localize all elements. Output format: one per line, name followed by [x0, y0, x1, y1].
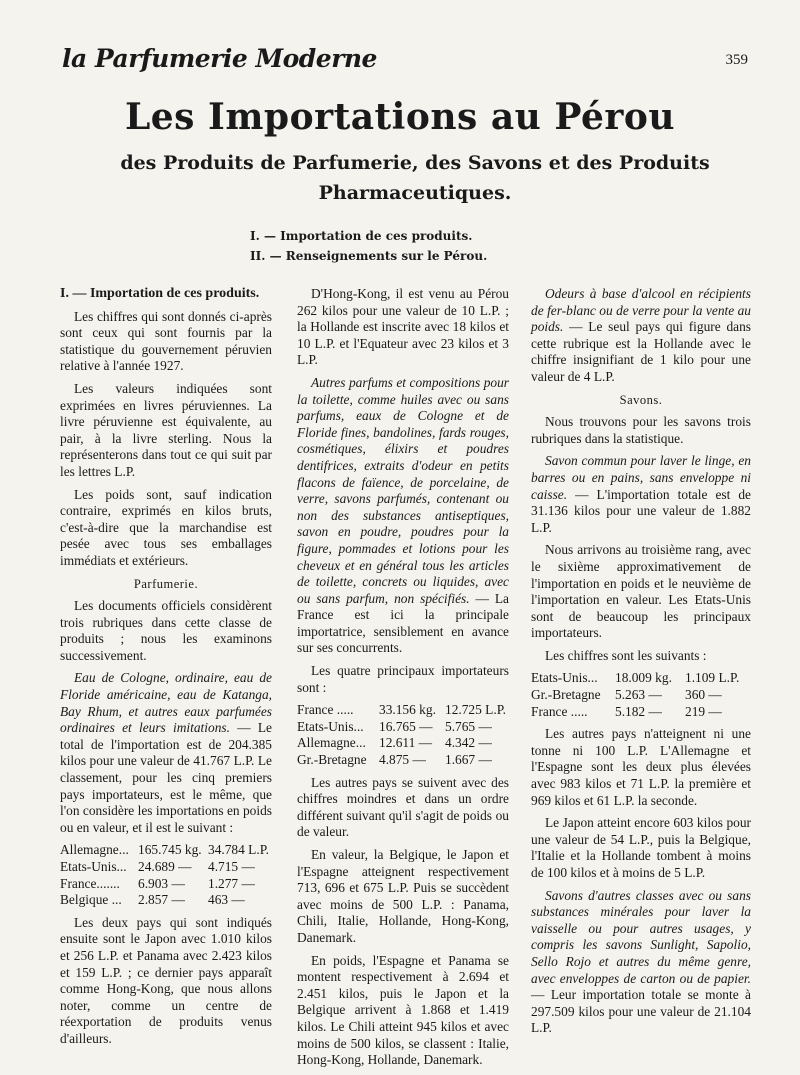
table-row [531, 704, 751, 721]
value-cell: 1.667 — [445, 752, 492, 768]
paragraph: Nous arrivons au troisième rang, avec le sixième approximativement de l'importation en poids et le neuvième de l'importation en valeur. Les Etats-Unis sont de beaucoup les principaux importateurs. [531, 542, 751, 641]
value-cell: 219 — [685, 703, 722, 719]
weight-cell: 33.156 kg. [379, 702, 436, 718]
paragraph [531, 453, 751, 536]
rubric-text: — Leur importation totale se monte à 297.509 kilos pour une valeur de 21.104 L.P. [531, 987, 751, 1036]
page-number: 359 [725, 52, 748, 68]
paragraph [297, 375, 509, 657]
value-cell: 4.715 — [208, 859, 255, 874]
paragraph: Nous trouvons pour les savons trois rubriques dans la statistique. [531, 414, 751, 446]
paragraph: Les chiffres sont les suivants : [545, 647, 707, 663]
value-cell: 1.109 L.P. [685, 670, 740, 686]
table-row [60, 859, 272, 876]
value-cell: 5.765 — [445, 718, 492, 734]
paragraph: Les autres pays se suivent avec des chiffres moindres et dans un ordre différent suivant qu'il s'agit de poids ou de valeur. [297, 774, 509, 840]
rubric-italic: Odeurs à base d'alcool en récipients de fer-blanc ou de verre pour la vente au poids. [531, 286, 751, 335]
rubric-italic: Eau de Cologne, ordinaire, eau de Floride américaine, eau de Katanga, Bay Rhum, et autres eaux parfumées ordinaires et leurs imitations. [60, 670, 272, 736]
rubric-italic: Savons d'autres classes avec ou sans substances minérales pour laver la vaisselle ou pour autres usages, y compris les savons Sunlight, Sapolio, Sello Rojo et autres du même genre, avec enveloppes de carton ou de papier. [531, 887, 751, 986]
country-cell: France ..... [531, 703, 588, 719]
figures-table [297, 702, 509, 768]
rubric-text: — Le seul pays qui figure dans cette rubrique est la Hollande avec le chiffre insignifiant de 1 kilo pour une valeur de 4 L.P. [531, 319, 751, 384]
paragraph: Les poids sont, sauf indication contraire, exprimés en kilos bruts, c'est-à-dire que la marchandise est pesée avec tous ses emballages immédiats et extérieurs. [60, 486, 272, 568]
table-row [60, 892, 272, 909]
paragraph [60, 670, 272, 836]
country-cell: Etats-Unis... [531, 670, 598, 686]
weight-cell: 6.903 — [138, 875, 185, 891]
table-row [60, 876, 272, 893]
table-row [297, 752, 509, 769]
weight-cell: 2.857 — [138, 892, 185, 908]
paragraph [531, 286, 751, 386]
paragraph: Les deux pays qui sont indiqués ensuite sont le Japon avec 1.010 kilos et 256 L.P. et Panama avec 2.423 kilos et 159 L.P. ; ce dernier pays apparaît comme Hong-Kong, que nous allons noter, comme un centre de réexportation de produits venus d'ailleurs. [60, 914, 272, 1046]
table-row [531, 670, 751, 687]
paragraph: D'Hong-Kong, il est venu au Pérou 262 kilos pour une valeur de 10 L.P. ; la Hollande est inscrite avec 18 kilos et 10 L.P. et l'Equateur avec 23 kilos et 3 L.P. [297, 286, 509, 368]
country-cell: Belgique ... [60, 892, 122, 908]
rubric-text: — Le total de l'importation est de 204.385 kilos pour une valeur de 41.767 L.P. Le classement, pour les cinq premiers pays importateurs, est le même, que l'on considère les importations en poids ou en valeur, et il est le suivant : [60, 720, 272, 835]
weight-cell: 165.745 kg. [138, 842, 202, 858]
country-cell: Gr.-Bretagne [297, 752, 367, 768]
paragraph: En valeur, la Belgique, le Japon et l'Espagne atteignent respectivement 713, 696 et 675 L.P. Puis se succèdent avec moins de 500 L.P. : Panama, Chili, Italie, Hollande, Hong-Kong, Danemark. [297, 847, 509, 945]
paragraph: Les valeurs indiquées sont exprimées en livres péruviennes. La livre péruvienne est équivalente, au pair, à la livre sterling. Nous la représenterons dans tout ce qui suit par les lettres L.P. [60, 380, 272, 479]
country-cell: France....... [60, 875, 120, 891]
table-row [60, 842, 272, 859]
figures-table [531, 670, 751, 720]
paragraph: Les chiffres qui sont donnés ci-après sont ceux qui sont fournis par la statistique du gouvernement péruvien relative à l'année 1927. [60, 308, 272, 374]
country-cell: Etats-Unis... [297, 718, 364, 734]
rubric-text: — La France est ici la principale importatrice, sensiblement en avance sur ses concurrents. [297, 590, 509, 656]
value-cell: 12.725 L.P. [445, 702, 507, 718]
table-row [297, 735, 509, 752]
paragraph: Le Japon atteint encore 603 kilos pour une valeur de 54 L.P., puis la Belgique, l'Italie et la Hollande tombent à moins de 100 kilos et à moins de 5 L.P. [531, 815, 751, 880]
country-cell: Gr.-Bretagne [531, 687, 601, 703]
weight-cell: 12.611 — [379, 735, 433, 751]
table-row [297, 719, 509, 736]
article-title: Les Importations au Pérou [124, 96, 676, 138]
section-heading: I. — Importation de ces produits. [60, 286, 260, 301]
paragraph: Les documents officiels considèrent trois rubriques dans cette classe de produits ; nous les examinons successivement. [60, 598, 272, 663]
paragraph: Les quatre principaux importateurs sont : [297, 663, 509, 695]
article-subtitle: des Produits de Parfumerie, des Savons et des Produits Pharmaceutiques. [120, 152, 710, 204]
subsection-heading: Savons. [619, 392, 663, 407]
column-3 [531, 286, 751, 1043]
masthead-logo: la Parfumerie Moderne [62, 44, 377, 73]
country-cell: Allemagne... [60, 842, 129, 858]
value-cell: 360 — [685, 687, 722, 703]
toc-item: II. — Renseignements sur le Pérou. [250, 249, 488, 263]
column-1 [60, 286, 272, 1054]
weight-cell: 18.009 kg. [615, 670, 672, 686]
country-cell: Etats-Unis... [60, 859, 127, 874]
figures-table [60, 842, 272, 908]
column-2 [297, 286, 509, 1075]
country-cell: Allemagne... [297, 735, 366, 751]
toc-item: I. — Importation de ces produits. [250, 229, 473, 243]
paragraph: Les autres pays n'atteignent ni une tonne ni 100 L.P. L'Allemagne et l'Espagne sont les deux plus élevées avec 983 kilos et 71 L.P. la première et 969 kilos et 61 L.P. la seconde. [531, 726, 751, 808]
table-row [531, 687, 751, 704]
subsection-heading: Parfumerie. [133, 576, 199, 591]
paragraph [531, 888, 751, 1037]
weight-cell: 16.765 — [379, 718, 433, 734]
rubric-text: — L'importation totale est de 31.136 kilos pour une valeur de 1.882 L.P. [531, 486, 751, 535]
value-cell: 34.784 L.P. [208, 842, 270, 858]
value-cell: 4.342 — [445, 735, 492, 751]
value-cell: 1.277 — [208, 875, 255, 891]
table-row [297, 702, 509, 719]
weight-cell: 5.263 — [615, 687, 662, 703]
weight-cell: 4.875 — [379, 752, 426, 768]
weight-cell: 5.182 — [615, 703, 662, 719]
value-cell: 463 — [208, 892, 245, 908]
country-cell: France ..... [297, 702, 354, 718]
paragraph: En poids, l'Espagne et Panama se montent respectivement à 2.694 et 2.451 kilos, puis le Japon et la Belgique arrivent à 1.868 et 1.419 kilos. Le Chili atteint 945 kilos et avec moins de 500 kilos, se classent : Italie, Hong-Kong, Hollande, Danemark. [297, 952, 509, 1068]
weight-cell: 24.689 — [138, 859, 192, 874]
rubric-italic: Autres parfums et compositions pour la toilette, comme huiles avec ou sans parfums, eaux de Cologne et de Floride fines, bandolines, fards rouges, cosmétiques, élixirs et poudres dentifrices, extraits d'odeur en petits flacons de faïence, de porcelaine, de verre, savons parfumés, contenant ou non des substances antiseptiques, savon en poudre, poudres pour la figure, pommades et lotions pour les cheveux et en général tous les articles de toilette, concrets ou liquides, avec ou sans parfum, non spécifiés. [297, 374, 509, 606]
rubric-italic: Savon commun pour laver le linge, en barres ou en pains, sans enveloppe ni caisse. [531, 453, 751, 502]
table-of-contents [250, 226, 487, 266]
